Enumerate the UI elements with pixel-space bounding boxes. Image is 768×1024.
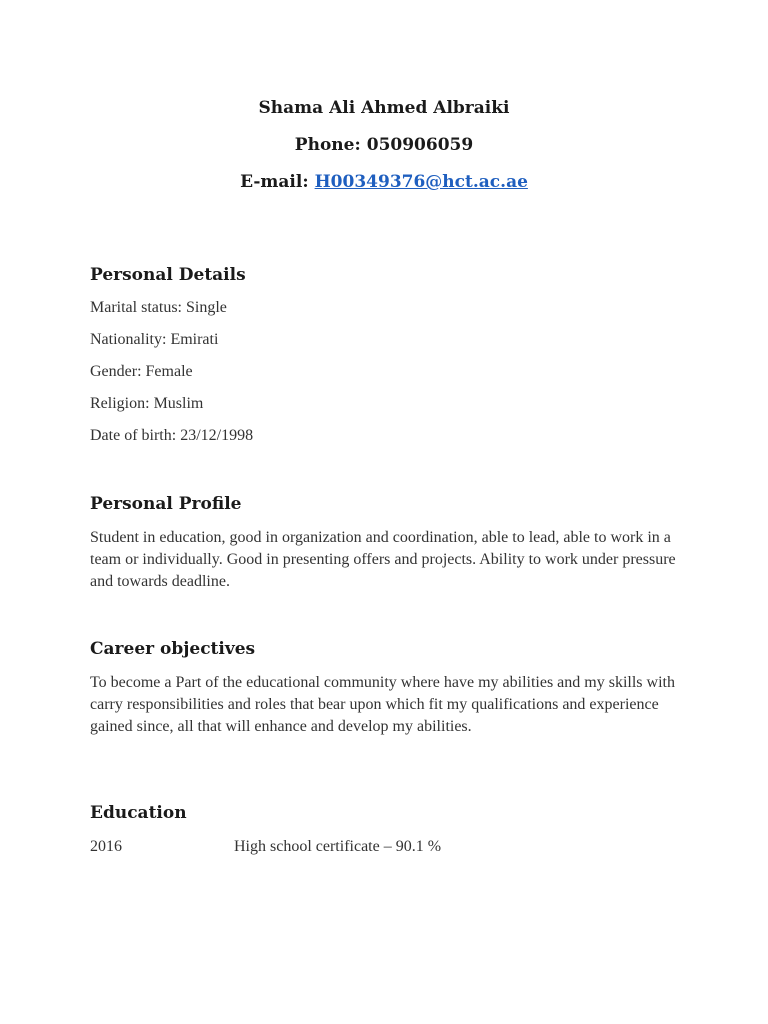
detail-label: Date of birth:: [90, 427, 177, 444]
career-objectives-text: To become a Part of the educational community where have my abilities and my skills with carry responsibilities and roles that bear upon which fit my qualifications and experience gained since, all that will enhance and develop my abilities.: [90, 674, 675, 735]
detail-label: Nationality:: [90, 331, 167, 348]
career-objectives-section: [90, 637, 680, 738]
personal-profile-text: Student in education, good in organization and coordination, able to lead, able to work in a team or individually. Good in presenting offers and projects. Ability to work under pressure and towards deadline.: [90, 529, 676, 590]
education-section: [90, 801, 680, 858]
phone-value: 050906059: [366, 135, 474, 155]
detail-label: Gender:: [90, 363, 142, 380]
personal-details-heading: Personal Details: [90, 265, 246, 285]
email-line: [0, 164, 768, 201]
education-year: 2016: [90, 838, 122, 855]
detail-value: 23/12/1998: [180, 427, 254, 444]
detail-row-date-of-birth: [90, 420, 680, 452]
detail-row-nationality: [90, 324, 680, 356]
personal-profile-heading: Personal Profile: [90, 494, 242, 514]
contact-header: [0, 90, 768, 201]
personal-details-section: [90, 263, 680, 452]
detail-value: Emirati: [170, 331, 219, 348]
detail-value: Muslim: [153, 395, 204, 412]
email-link[interactable]: H00349376@hct.ac.ae: [314, 172, 528, 192]
detail-row-gender: [90, 356, 680, 388]
detail-label: Marital status:: [90, 299, 182, 316]
personal-details-list: [90, 292, 680, 452]
education-description: High school certificate – 90.1 %: [234, 838, 442, 855]
email-label: E-mail:: [240, 172, 309, 192]
full-name: Shama Ali Ahmed Albraiki: [258, 98, 510, 118]
phone-line: [0, 127, 768, 164]
detail-row-marital-status: [90, 292, 680, 324]
detail-row-religion: [90, 388, 680, 420]
detail-label: Religion:: [90, 395, 150, 412]
education-heading: Education: [90, 803, 187, 823]
education-row: [90, 836, 680, 858]
phone-label: Phone:: [294, 135, 361, 155]
detail-value: Single: [185, 299, 227, 316]
career-objectives-heading: Career objectives: [90, 639, 256, 659]
personal-profile-section: [90, 492, 680, 593]
detail-value: Female: [145, 363, 193, 380]
